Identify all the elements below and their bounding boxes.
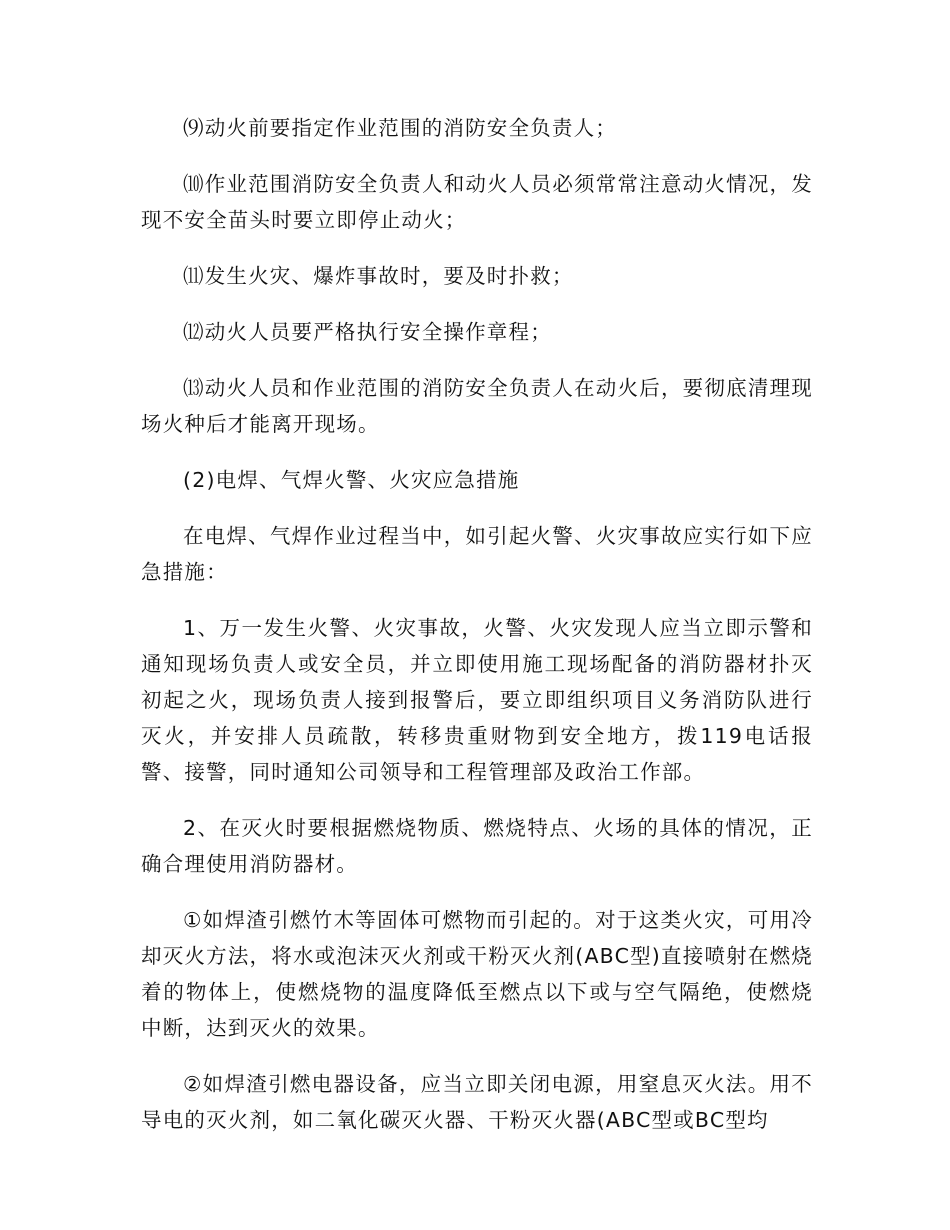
section-intro: 在电焊、气焊作业过程当中，如引起火警、火灾事故应实行如下应急措施： <box>141 524 813 584</box>
paragraph-item-13: ⒀动火人员和作业范围的消防安全负责人在动火后，要彻底清理现场火种后才能离开现场。 <box>141 376 813 436</box>
paragraph-item-12: ⑿动火人员要严格执行安全操作章程； <box>183 320 552 344</box>
measure-1: 1、万一发生火警、火灾事故，火警、火灾发现人应当立即示警和通知现场负责人或安全员，并立即使用施工现场配备的消防器材扑灭初起之火，现场负责人接到报警后，要立即组织项目义务消防队进行灭火，并安排人员疏散，转移贵重财物到安全地方，拨119电话报警、接警，同时通知公司领导和工程管理部及政治工作部。 <box>141 616 813 784</box>
measure-2-sub-1: ①如焊渣引燃竹木等固体可燃物而引起的。对于这类火灾，可用冷却灭火方法，将水或泡沫灭火剂或干粉灭火剂(ABC型)直接喷射在燃烧着的物体上，使燃烧物的温度降低至燃点以下或与空气隔绝，使燃烧中断，达到灭火的效果。 <box>141 908 813 1040</box>
section-heading: (2)电焊、气焊火警、火灾应急措施 <box>183 468 520 492</box>
measure-2-sub-2: ②如焊渣引燃电器设备，应当立即关闭电源，用窒息灭火法。用不导电的灭火剂，如二氧化碳灭火器、干粉灭火器(ABC型或BC型均 <box>141 1072 813 1132</box>
measure-2: 2、在灭火时要根据燃烧物质、燃烧特点、火场的具体的情况，正确合理使用消防器材。 <box>141 816 813 876</box>
document-body <box>141 110 813 1138</box>
paragraph-item-11: ⑾发生火灾、爆炸事故时，要及时扑救； <box>183 264 574 288</box>
paragraph-item-10: ⑽作业范围消防安全负责人和动火人员必须常常注意动火情况，发现不安全苗头时要立即停止动火； <box>141 172 813 232</box>
paragraph-item-9: ⑼动火前要指定作业范围的消防安全负责人； <box>183 116 617 140</box>
